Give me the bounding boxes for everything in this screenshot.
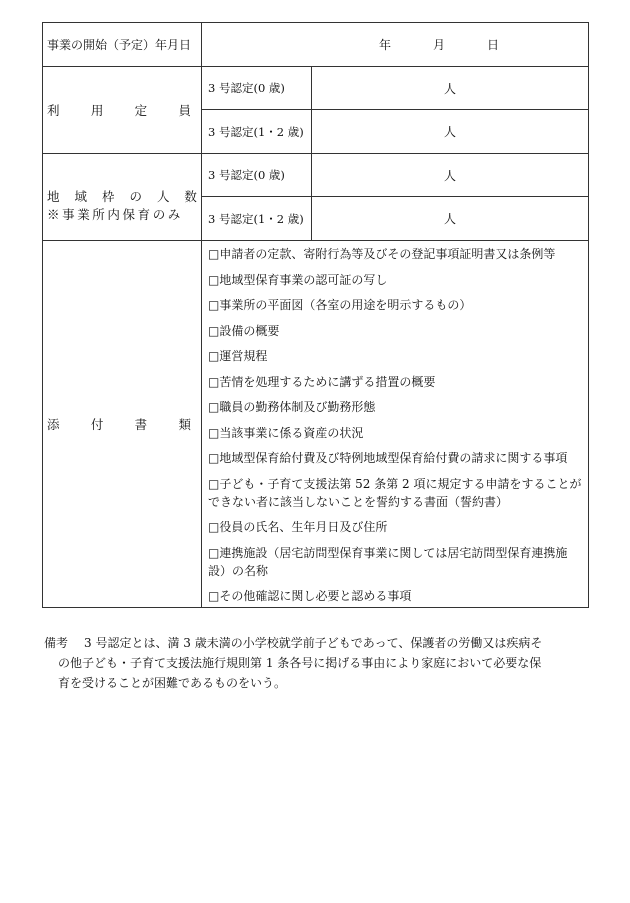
regional-label: 地 域 枠 の 人 数 ※事業所内保育のみ [43,154,202,241]
year-unit: 年 [378,38,391,52]
capacity-count-field-1[interactable]: 人 [312,110,589,154]
regional-category-0: 3 号認定(0 歳) [202,154,312,197]
remarks-line-1: 3 号認定とは、満 3 歳未満の小学校就学前子どもであって、保護者の労働又は疾病そ [84,636,543,650]
regional-count-field-0[interactable]: 人 [312,154,589,197]
attachment-item-license[interactable]: □地域型保育事業の認可証の写し [208,272,388,287]
regional-category-1: 3 号認定(1・2 歳) [202,197,312,241]
remarks [44,633,590,693]
attachment-item-floor-plan[interactable]: □事業所の平面図（各室の用途を明示するもの） [208,298,472,312]
remarks-label: 備考 [44,636,69,650]
attachment-item-officers[interactable]: □役員の氏名、生年月日及び住所 [208,520,388,534]
day-unit: 日 [486,38,499,52]
attachment-item-benefit-claims[interactable]: □地域型保育給付費及び特例地域型保育給付費の請求に関する事項 [208,451,568,465]
month-unit: 月 [432,38,445,52]
attachment-item-staff-schedule[interactable]: □職員の勤務体制及び勤務形態 [208,400,376,414]
attachments-list [202,241,589,608]
capacity-category-1: 3 号認定(1・2 歳) [202,110,312,154]
attachment-item-assets[interactable]: □当該事業に係る資産の状況 [208,425,364,440]
regional-label-note: ※事業所内保育のみ [47,207,183,222]
start-date-field[interactable] [202,23,589,67]
start-date-label: 事業の開始（予定）年月日 [43,23,202,67]
remarks-line-2: の他子ども・子育て支援法施行規則第 1 条各号に掲げる事由により家庭において必要な保 [58,656,542,670]
application-form-table [42,22,589,608]
attachment-item-partner-facility[interactable]: □連携施設（居宅訪問型保育事業に関しては居宅訪問型保育連携施設）の名称 [208,545,568,578]
remarks-line-3: 育を受けることが困難であるものをいう。 [58,676,287,690]
capacity-label: 利 用 定 員 [43,67,202,154]
attachments-row [43,241,589,608]
capacity-category-0: 3 号認定(0 歳) [202,67,312,110]
attachment-item-articles[interactable]: □申請者の定款、寄附行為等及びその登記事項証明書又は条例等 [208,247,556,261]
attachments-label: 添 付 書 類 [43,241,202,608]
attachment-item-rules[interactable]: □運営規程 [208,349,268,363]
attachment-item-other[interactable]: □その他確認に関し必要と認める事項 [208,589,412,603]
attachment-item-facilities[interactable]: □設備の概要 [208,323,280,338]
attachment-item-complaints[interactable]: □苦情を処理するために講ずる措置の概要 [208,374,436,389]
attachment-item-pledge[interactable]: □子ども・子育て支援法第 52 条第 2 項に規定する申請をすることができない者に該当しないことを誓約する書面（誓約書） [208,476,582,509]
capacity-row-0 [43,67,589,110]
capacity-count-field-0[interactable]: 人 [312,67,589,110]
regional-count-field-1[interactable]: 人 [312,197,589,241]
start-date-row [43,23,589,67]
regional-row-0 [43,154,589,197]
